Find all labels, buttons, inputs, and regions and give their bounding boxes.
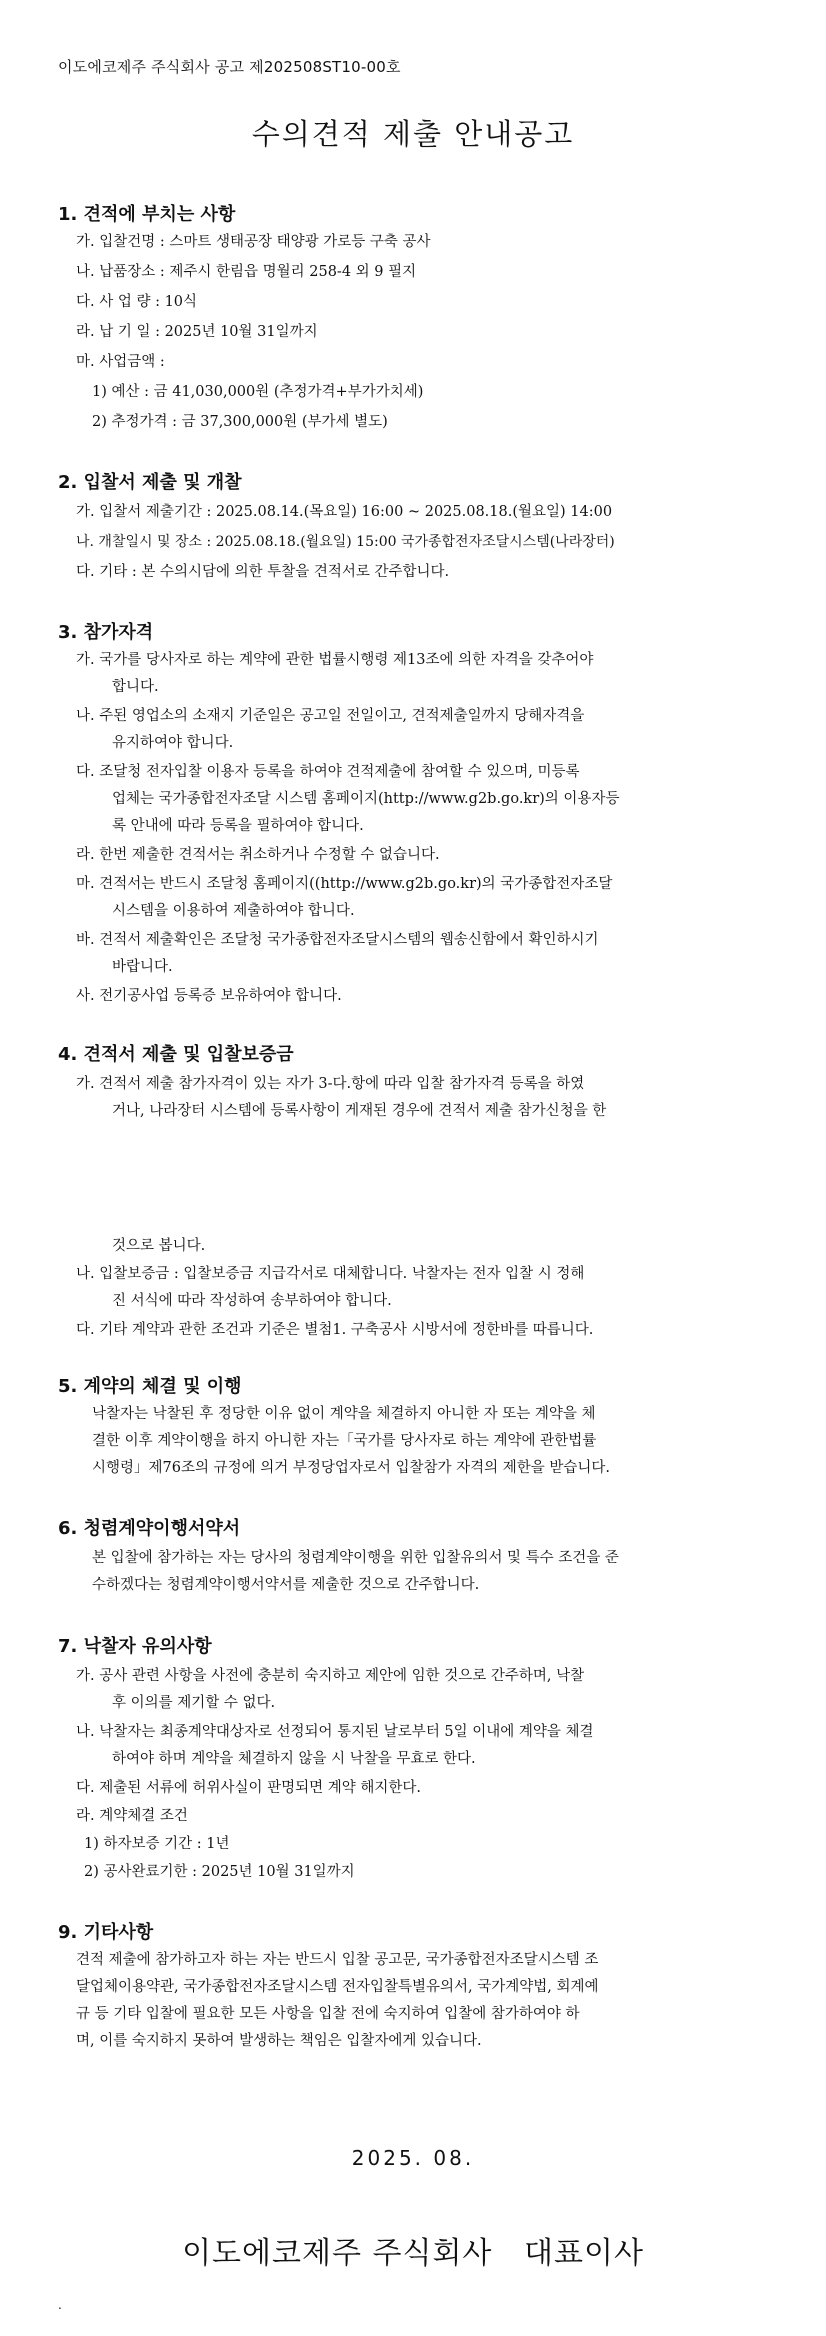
sec1-item-ma: 마. 사업금액 : xyxy=(76,354,165,370)
sec3-item-ga-line2: 합니다. xyxy=(112,679,159,695)
section-7-heading: 7. 낙찰자 유의사항 xyxy=(58,1636,212,1657)
sec9-line4: 며, 이를 숙지하지 못하여 발생하는 책임은 입찰자에게 있습니다. xyxy=(76,2033,482,2049)
sec4-item-na-line1: 나. 입찰보증금 : 입찰보증금 지급각서로 대체합니다. 낙찰자는 전자 입찰 시 정해 xyxy=(76,1266,585,1282)
sec5-line1: 낙찰자는 낙찰된 후 정당한 이유 없이 계약을 체결하지 아니한 자 또는 계약을 체 xyxy=(92,1406,596,1422)
sec2-item-na: 나. 개찰일시 및 장소 : 2025.08.18.(월요일) 15:00 국가종합전자조달시스템(나라장터) xyxy=(76,534,615,550)
sec7-deadline: 2) 공사완료기한 : 2025년 10월 31일까지 xyxy=(84,1864,355,1880)
sec3-item-ma-line1: 마. 견적서는 반드시 조달청 홈페이지((http://www.g2b.go.kr)의 국가종합전자조달 xyxy=(76,876,613,892)
sec7-item-ga-line1: 가. 공사 관련 사항을 사전에 충분히 숙지하고 제안에 임한 것으로 간주하며, 낙찰 xyxy=(76,1668,585,1684)
sec3-item-ma-line2: 시스템을 이용하여 제출하여야 합니다. xyxy=(112,903,355,919)
sec4-item-ga-line3: 것으로 봅니다. xyxy=(112,1238,206,1254)
section-4-heading: 4. 견적서 제출 및 입찰보증금 xyxy=(58,1044,294,1065)
sec7-warranty: 1) 하자보증 기간 : 1년 xyxy=(84,1836,230,1852)
sec3-item-ra: 라. 한번 제출한 견적서는 취소하거나 수정할 수 없습니다. xyxy=(76,847,440,863)
section-5-heading: 5. 계약의 체결 및 이행 xyxy=(58,1376,242,1397)
sec9-line2: 달업체이용약관, 국가종합전자조달시스템 전자입찰특별유의서, 국가계약법, 회계예 xyxy=(76,1979,599,1995)
sec7-item-na-line2: 하여야 하며 계약을 체결하지 않을 시 낙찰을 무효로 한다. xyxy=(112,1751,476,1767)
sec7-item-na-line1: 나. 낙찰자는 최종계약대상자로 선정되어 통지된 날로부터 5일 이내에 계약을 체결 xyxy=(76,1724,594,1740)
sec1-item-ra: 라. 납 기 일 : 2025년 10월 31일까지 xyxy=(76,324,318,340)
section-2-heading: 2. 입찰서 제출 및 개찰 xyxy=(58,472,242,493)
sec5-line2: 결한 이후 계약이행을 하지 아니한 자는「국가를 당사자로 하는 계약에 관한법률 xyxy=(92,1433,597,1449)
sec7-item-ra: 라. 계약체결 조건 xyxy=(76,1808,188,1824)
sec4-item-da: 다. 기타 계약과 관한 조건과 기준은 별첨1. 구축공사 시방서에 정한바를 따릅니다. xyxy=(76,1322,594,1338)
sec3-item-da-line3: 록 안내에 따라 등록을 필하여야 합니다. xyxy=(112,818,364,834)
notice-number: 이도에코제주 주식회사 공고 제202508ST10-00호 xyxy=(58,58,401,76)
sec6-line1: 본 입찰에 참가하는 자는 당사의 청렴계약이행을 위한 입찰유의서 및 특수 조건을 준 xyxy=(92,1550,619,1566)
sec3-item-da-line2: 업체는 국가종합전자조달 시스템 홈페이지(http://www.g2b.go.kr)의 이용자등 xyxy=(112,791,620,807)
section-6-heading: 6. 청렴계약이행서약서 xyxy=(58,1518,241,1539)
section-3-heading: 3. 참가자격 xyxy=(58,622,154,643)
sec3-item-ga-line1: 가. 국가를 당사자로 하는 계약에 관한 법률시행령 제13조에 의한 자격을 갖추어야 xyxy=(76,652,594,668)
sec1-item-ga: 가. 입찰건명 : 스마트 생태공장 태양광 가로등 구축 공사 xyxy=(76,234,431,250)
sec9-line3: 규 등 기타 입찰에 필요한 모든 사항을 입찰 전에 숙지하여 입찰에 참가하여야 하 xyxy=(76,2006,580,2022)
sec5-line3: 시행령」제76조의 규정에 의거 부정당업자로서 입찰참가 자격의 제한을 받습니다. xyxy=(92,1460,611,1476)
sec3-item-na-line1: 나. 주된 영업소의 소재지 기준일은 공고일 전일이고, 견적제출일까지 당해자격을 xyxy=(76,708,585,724)
sec6-line2: 수하겠다는 청렴계약이행서약서를 제출한 것으로 간주합니다. xyxy=(92,1577,480,1593)
sec2-item-da: 다. 기타 : 본 수의시담에 의한 투찰을 견적서로 간주합니다. xyxy=(76,564,450,580)
sec9-line1: 견적 제출에 참가하고자 하는 자는 반드시 입찰 공고문, 국가종합전자조달시스템 조 xyxy=(76,1952,599,1968)
trailing-dot: . xyxy=(58,2298,62,2312)
sec1-budget: 1) 예산 : 금 41,030,000원 (추정가격+부가가치세) xyxy=(92,384,424,400)
sec4-item-ga-line1: 가. 견적서 제출 참가자격이 있는 자가 3-다.항에 따라 입찰 참가자격 등록을 하였 xyxy=(76,1076,585,1092)
document-title: 수의견적 제출 안내공고 xyxy=(251,117,575,151)
sec1-item-na: 나. 납품장소 : 제주시 한림읍 명월리 258-4 외 9 필지 xyxy=(76,264,417,280)
sec3-item-na-line2: 유지하여야 합니다. xyxy=(112,735,234,751)
sec2-item-ga: 가. 입찰서 제출기간 : 2025.08.14.(목요일) 16:00 ~ 2025.08.18.(월요일) 14:00 xyxy=(76,504,613,520)
sec3-item-da-line1: 다. 조달청 전자입찰 이용자 등록을 하여야 견적제출에 참여할 수 있으며, 미등록 xyxy=(76,764,580,780)
sec1-item-da: 다. 사 업 량 : 10식 xyxy=(76,294,198,310)
sec3-item-ba-line1: 바. 견적서 제출확인은 조달청 국가종합전자조달시스템의 웹송신함에서 확인하시기 xyxy=(76,932,599,948)
sec3-item-sa: 사. 전기공사업 등록증 보유하여야 합니다. xyxy=(76,988,342,1004)
notice-date: 2025. 08. xyxy=(351,2146,475,2170)
sec7-item-da: 다. 제출된 서류에 허위사실이 판명되면 계약 해지한다. xyxy=(76,1780,422,1796)
section-1-heading: 1. 견적에 부치는 사항 xyxy=(58,204,236,225)
sec4-item-na-line2: 진 서식에 따라 작성하여 송부하여야 합니다. xyxy=(112,1293,392,1309)
sec3-item-ba-line2: 바랍니다. xyxy=(112,959,173,975)
sec4-item-ga-line2: 거나, 나라장터 시스템에 등록사항이 게재된 경우에 견적서 제출 참가신청을 한 xyxy=(112,1103,607,1119)
company-signature: 이도에코제주 주식회사 대표이사 xyxy=(182,2236,644,2271)
sec7-item-ga-line2: 후 이의를 제기할 수 없다. xyxy=(112,1695,276,1711)
sec1-estimated-price: 2) 추정가격 : 금 37,300,000원 (부가세 별도) xyxy=(92,414,388,430)
section-9-heading: 9. 기타사항 xyxy=(58,1922,154,1943)
